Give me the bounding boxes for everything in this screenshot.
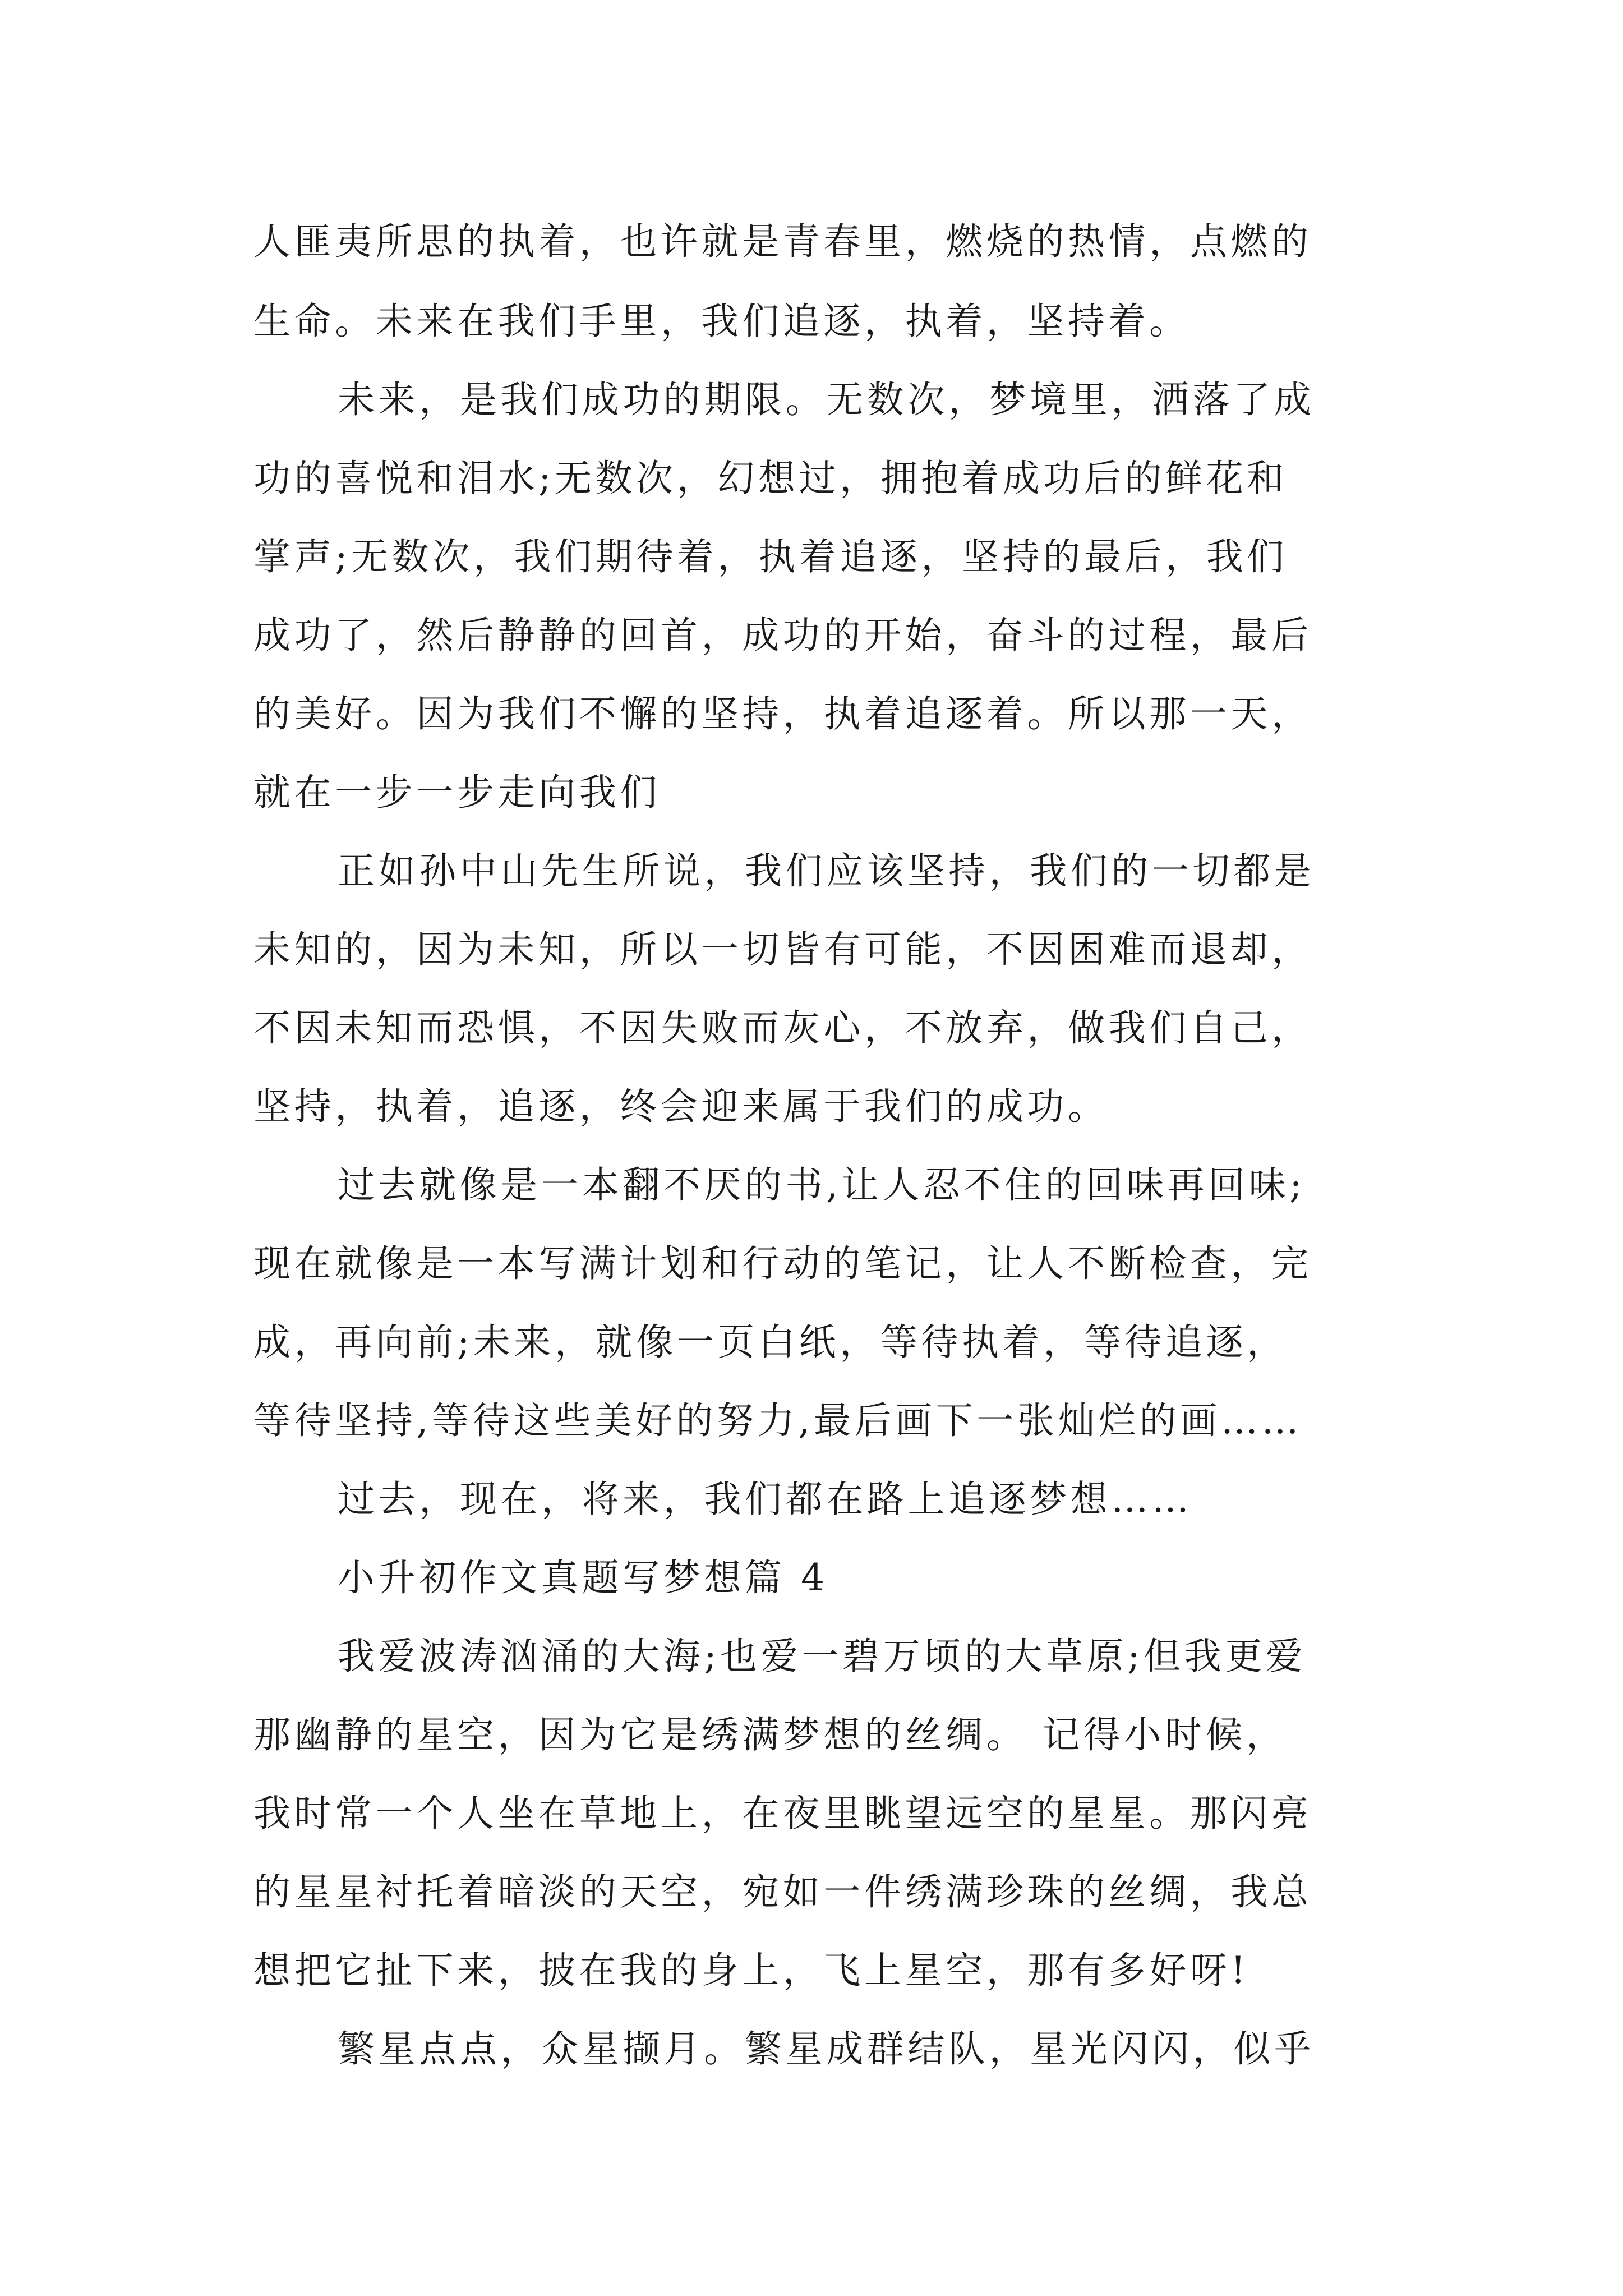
text-line: 未知的，因为未知，所以一切皆有可能，不因困难而退却， <box>253 928 1312 971</box>
text-line: 掌声;无数次，我们期待着，执着追逐，坚持的最后，我们 <box>253 535 1288 578</box>
paragraph-start-line: 过去就像是一本翻不厌的书,让人忍不住的回味再回味; <box>338 1163 1306 1207</box>
text-line: 成，再向前;未来，就像一页白纸，等待执着，等待追逐， <box>253 1320 1288 1364</box>
paragraph-start-line: 未来，是我们成功的期限。无数次，梦境里，洒落了成 <box>338 378 1315 421</box>
text-line: 等待坚持,等待这些美好的努力,最后画下一张灿烂的画…… <box>253 1399 1303 1442</box>
text-line: 的星星衬托着暗淡的天空，宛如一件绣满珍珠的丝绸，我总 <box>253 1870 1312 1913</box>
text-line: 的美好。因为我们不懈的坚持，执着追逐着。所以那一天， <box>253 692 1312 735</box>
text-line: 成功了，然后静静的回首，成功的开始，奋斗的过程，最后 <box>253 614 1312 657</box>
paragraph-start-line: 繁星点点，众星撷月。繁星成群结队，星光闪闪，似乎 <box>338 2027 1315 2070</box>
paragraph-start-line: 我爱波涛汹涌的大海;也爱一碧万顷的大草原;但我更爱 <box>338 1635 1307 1678</box>
text-line: 那幽静的星空，因为它是绣满梦想的丝绸。 记得小时候， <box>253 1713 1287 1756</box>
paragraph-start-line: 正如孙中山先生所说，我们应该坚持，我们的一切都是 <box>338 849 1315 892</box>
text-line: 想把它扯下来，披在我的身上，飞上星空，那有多好呀! <box>253 1949 1249 1992</box>
section-heading: 小升初作文真题写梦想篇 4 <box>338 1556 828 1599</box>
text-line: 坚持，执着，追逐，终会迎来属于我们的成功。 <box>253 1085 1109 1128</box>
text-line: 功的喜悦和泪水;无数次，幻想过，拥抱着成功后的鲜花和 <box>253 457 1288 500</box>
text-line: 不因未知而恐惧，不因失败而灰心，不放弃，做我们自己， <box>253 1006 1312 1050</box>
paragraph-start-line: 过去，现在，将来，我们都在路上追逐梦想…… <box>338 1478 1193 1521</box>
text-line: 就在一步一步走向我们 <box>253 771 661 814</box>
text-line: 人匪夷所思的执着，也许就是青春里，燃烧的热情，点燃的 <box>253 220 1312 263</box>
text-line: 生命。未来在我们手里，我们追逐，执着，坚持着。 <box>253 300 1190 343</box>
text-line: 我时常一个人坐在草地上，在夜里眺望远空的星星。那闪亮 <box>253 1792 1312 1835</box>
text-line: 现在就像是一本写满计划和行动的笔记，让人不断检查，完 <box>253 1242 1312 1285</box>
